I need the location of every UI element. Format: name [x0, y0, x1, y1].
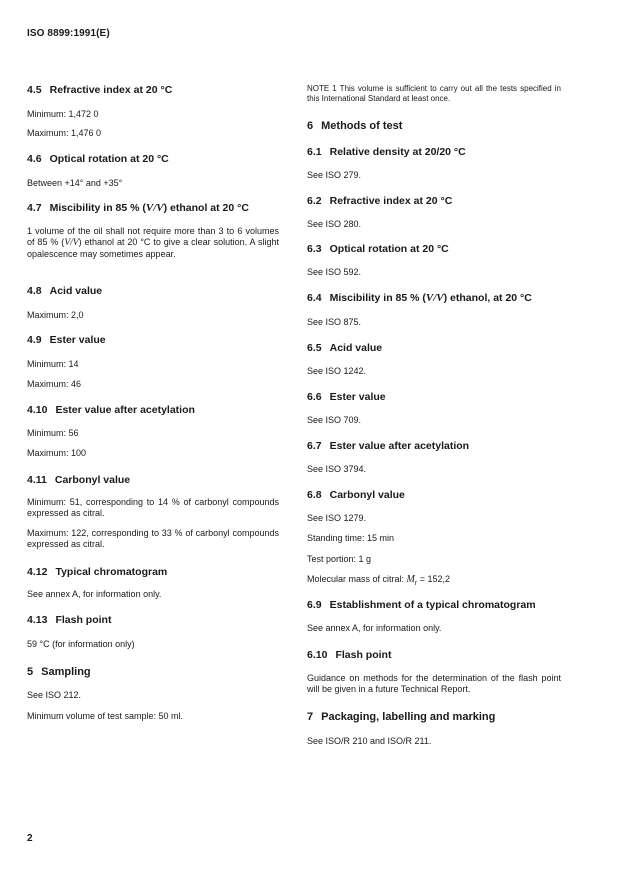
section-title: Relative density at 20/20 °C [329, 146, 466, 158]
section-4-10-heading [27, 404, 195, 417]
paragraph: See ISO 592. [307, 267, 362, 277]
section-title: Flash point [55, 614, 112, 626]
section-number: 6.3 [307, 243, 322, 255]
section-number: 6.4 [307, 292, 322, 304]
section-6-5-heading [307, 342, 382, 355]
page-number: 2 [27, 833, 33, 844]
paragraph: Maximum: 1,476 0 [27, 128, 102, 138]
section-title: Carbonyl value [54, 474, 131, 486]
section-number: 4.9 [27, 334, 42, 346]
section-number: 6.9 [307, 599, 322, 611]
section-title: Miscibility in 85 % ( [329, 292, 426, 304]
section-number: 4.8 [27, 285, 42, 297]
section-title: Acid value [49, 285, 103, 297]
paragraph: See ISO 3794. [307, 464, 367, 474]
section-number: 5 [27, 666, 34, 678]
section-heading [27, 84, 279, 97]
section-number: 6.8 [307, 489, 322, 501]
section-4-9-heading [27, 334, 106, 347]
section-number: 4.13 [27, 614, 48, 626]
section-6-2-heading [307, 195, 452, 208]
section-number: 4.5 [27, 84, 42, 96]
section-4-7-heading [27, 202, 249, 215]
section-title: Flash point [335, 649, 392, 661]
section-title: ) ethanol at 20 °C [163, 202, 249, 214]
section-number: 6.2 [307, 195, 322, 207]
section-6-4-heading [307, 292, 532, 305]
variable: V/V [64, 238, 79, 248]
paragraph: Maximum: 46 [27, 379, 82, 389]
section-title: Optical rotation at 20 °C [329, 243, 449, 255]
section-6-9-heading [307, 599, 536, 612]
text: ) ethanol at 20 °C to give a clear solution. A slight opalescence may sometimes appear. [27, 237, 279, 259]
section-title: Optical rotation at 20 °C [49, 153, 169, 165]
paragraph: Guidance on methods for the determination of the flash point will be given in a future Technical Report. [307, 673, 561, 694]
section-6-8-heading [307, 489, 405, 502]
section-4-6-heading [27, 153, 169, 166]
subscript: r [414, 579, 418, 587]
paragraph: Maximum: 2,0 [27, 310, 84, 320]
paragraph: See ISO 1279. [307, 513, 367, 523]
text: 1 volume of the oil shall not require more than 3 to 6 volumes of 85 % ( [27, 226, 279, 247]
section-title: Sampling [41, 666, 91, 678]
section-6-7-heading [307, 440, 469, 453]
section-number: 7 [307, 711, 314, 723]
section-number: 6.7 [307, 440, 322, 452]
paragraph: Minimum: 56 [27, 428, 79, 438]
paragraph: Standing time: 15 min [307, 533, 395, 543]
section-number: 6 [307, 120, 314, 132]
paragraph: Between +14° and +35° [27, 178, 123, 188]
section-title: Carbonyl value [329, 489, 405, 501]
document-header: ISO 8899:1991(E) [27, 28, 110, 39]
section-number: 6.6 [307, 391, 322, 403]
section-title: Acid value [329, 342, 383, 354]
section-title: Methods of test [321, 120, 403, 132]
paragraph: See ISO 875. [307, 317, 362, 327]
paragraph: Test portion: 1 g [307, 554, 372, 564]
section-title: Ester value after acetylation [55, 404, 195, 416]
paragraph: See ISO 1242. [307, 366, 367, 376]
section-4-13-heading [27, 614, 111, 627]
section-number: 4.12 [27, 566, 48, 578]
paragraph: 59 °C (for information only) [27, 639, 135, 649]
section-title: Refractive index at 20 °C [329, 195, 453, 207]
section-title: Establishment of a typical chromatogram [329, 599, 536, 611]
paragraph: See ISO 280. [307, 219, 362, 229]
section-number: 6.1 [307, 146, 322, 158]
section-number: 6.10 [307, 649, 328, 661]
section-4-12-heading [27, 566, 167, 579]
section-title: Ester value after acetylation [329, 440, 470, 452]
section-title: Miscibility in 85 % ( [49, 202, 146, 214]
section-number: 4.10 [27, 404, 48, 416]
text: = 152,2 [417, 574, 450, 584]
section-6-6-heading [307, 391, 386, 404]
section-4-8-heading [27, 285, 102, 298]
variable: V/V [145, 202, 164, 214]
section-number: 6.5 [307, 342, 322, 354]
section-4-5 [27, 84, 279, 97]
section-7-heading [307, 711, 495, 724]
paragraph: Minimum: 1,472 0 [27, 109, 99, 119]
section-number: 4.6 [27, 153, 42, 165]
paragraph: See ISO 709. [307, 415, 362, 425]
paragraph: Minimum: 14 [27, 359, 79, 369]
section-title: Typical chromatogram [55, 566, 168, 578]
section-title: ) ethanol, at 20 °C [443, 292, 532, 304]
section-6-1-heading [307, 146, 466, 159]
paragraph: See ISO 212. [27, 690, 82, 700]
note: NOTE 1 This volume is sufficient to carry out all the tests specified in this International Standard at least once. [307, 84, 561, 103]
left-column [27, 84, 279, 721]
section-6-10-heading [307, 649, 391, 662]
variable: M [406, 574, 415, 585]
paragraph: See annex A, for information only. [27, 589, 162, 599]
text: Molecular mass of citral: [307, 574, 407, 584]
paragraph [307, 574, 450, 589]
paragraph: See annex A, for information only. [307, 623, 442, 633]
paragraph: See ISO/R 210 and ISO/R 211. [307, 736, 432, 746]
variable: V/V [425, 292, 444, 304]
section-4-11-heading [27, 474, 130, 487]
paragraph: Maximum: 100 [27, 448, 87, 458]
section-number: 4.11 [27, 474, 47, 486]
paragraph [27, 226, 279, 260]
paragraph: Minimum: 51, corresponding to 14 % of carbonyl compounds expressed as citral. [27, 497, 279, 518]
section-title: Ester value [49, 334, 106, 346]
section-title: Ester value [329, 391, 386, 403]
section-6-heading [307, 120, 402, 133]
section-title: Refractive index at 20 °C [49, 84, 173, 96]
section-6-3-heading [307, 243, 449, 256]
paragraph: Minimum volume of test sample: 50 ml. [27, 711, 184, 721]
section-5-heading [27, 666, 91, 679]
paragraph: Maximum: 122, corresponding to 33 % of carbonyl compounds expressed as citral. [27, 528, 279, 549]
paragraph: See ISO 279. [307, 170, 362, 180]
section-number: 4.7 [27, 202, 42, 214]
section-title: Packaging, labelling and marking [321, 711, 496, 723]
